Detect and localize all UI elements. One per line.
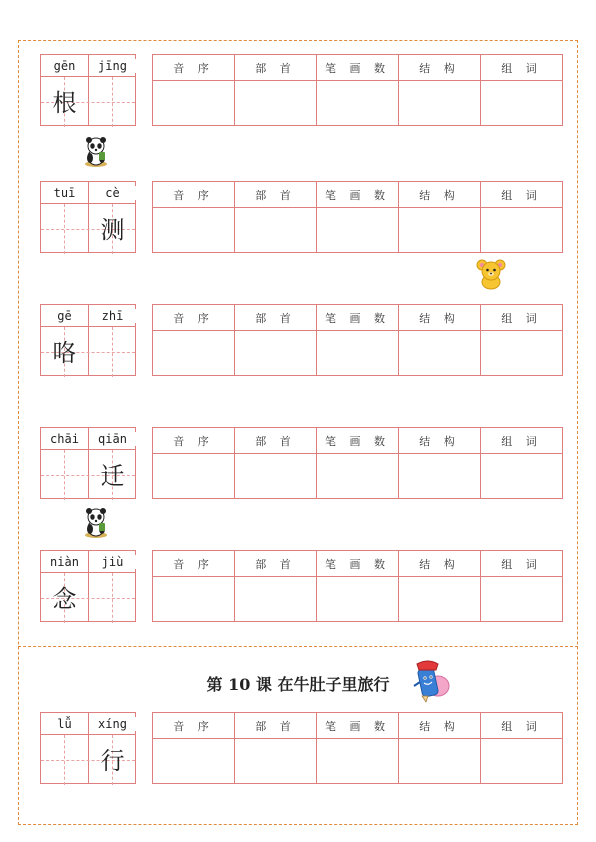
col-yinxu: 音 序 [153, 713, 235, 739]
answer-cell[interactable] [399, 208, 481, 253]
answer-cell[interactable] [153, 454, 235, 499]
panda-icon [82, 507, 110, 539]
answer-cell[interactable] [153, 81, 235, 126]
hanzi-right [89, 332, 136, 374]
col-yinxu: 音 序 [153, 55, 235, 81]
answer-cell[interactable] [317, 454, 399, 499]
answer-cell[interactable] [399, 331, 481, 376]
col-bushou: 部 首 [235, 182, 317, 208]
hanzi-left [41, 455, 88, 497]
col-bihuashu: 笔 画 数 [317, 305, 399, 331]
col-zuci: 组 词 [481, 551, 563, 577]
col-bihuashu: 笔 画 数 [317, 713, 399, 739]
info-table-2 [152, 181, 563, 253]
answer-cell[interactable] [317, 81, 399, 126]
info-table-4 [152, 427, 563, 499]
col-jiegou: 结 构 [399, 551, 481, 577]
col-bihuashu: 笔 画 数 [317, 55, 399, 81]
answer-cell[interactable] [399, 739, 481, 784]
pinyin-right: xíng [89, 717, 136, 731]
col-yinxu: 音 序 [153, 428, 235, 454]
answer-cell[interactable] [235, 454, 317, 499]
pinyin-right: zhī [89, 309, 136, 323]
answer-cell[interactable] [317, 739, 399, 784]
col-jiegou: 结 构 [399, 713, 481, 739]
character-box-2 [40, 181, 136, 253]
panda-icon [82, 136, 110, 168]
pinyin-right: qiān [89, 432, 136, 446]
pinyin-left: gē [41, 309, 88, 323]
info-table-1 [152, 54, 563, 126]
bear-icon [476, 258, 506, 290]
hanzi-left [41, 740, 88, 782]
answer-cell[interactable] [399, 454, 481, 499]
col-zuci: 组 词 [481, 55, 563, 81]
character-box-4 [40, 427, 136, 499]
pinyin-left: niàn [41, 555, 88, 569]
answer-cell[interactable] [235, 577, 317, 622]
col-bushou: 部 首 [235, 428, 317, 454]
answer-cell[interactable] [153, 739, 235, 784]
answer-cell[interactable] [235, 331, 317, 376]
answer-cell[interactable] [481, 331, 563, 376]
col-bihuashu: 笔 画 数 [317, 428, 399, 454]
col-zuci: 组 词 [481, 713, 563, 739]
answer-cell[interactable] [317, 577, 399, 622]
character-box-3 [40, 304, 136, 376]
pinyin-left: lǚ [41, 717, 88, 731]
hanzi-right: 迁 [100, 462, 125, 490]
answer-cell[interactable] [481, 81, 563, 126]
col-bushou: 部 首 [235, 55, 317, 81]
answer-cell[interactable] [235, 208, 317, 253]
col-zuci: 组 词 [481, 182, 563, 208]
answer-cell[interactable] [481, 577, 563, 622]
lesson-title: 第 10 课 在牛肚子里旅行 [206, 675, 390, 694]
pencil-mascot-icon [408, 658, 452, 704]
pinyin-right: cè [89, 186, 136, 200]
hanzi-left: 根 [52, 89, 77, 117]
col-jiegou: 结 构 [399, 428, 481, 454]
answer-cell[interactable] [153, 331, 235, 376]
col-bushou: 部 首 [235, 305, 317, 331]
answer-cell[interactable] [235, 739, 317, 784]
info-table-3 [152, 304, 563, 376]
col-yinxu: 音 序 [153, 182, 235, 208]
hanzi-left: 念 [52, 585, 77, 613]
col-bihuashu: 笔 画 数 [317, 551, 399, 577]
answer-cell[interactable] [481, 208, 563, 253]
pinyin-left: tuī [41, 186, 88, 200]
hanzi-right: 测 [100, 216, 125, 244]
answer-cell[interactable] [235, 81, 317, 126]
col-bushou: 部 首 [235, 551, 317, 577]
info-table-5 [152, 550, 563, 622]
hanzi-right: 行 [100, 747, 125, 775]
col-bihuashu: 笔 画 数 [317, 182, 399, 208]
answer-cell[interactable] [481, 454, 563, 499]
pinyin-right: jiù [89, 555, 136, 569]
answer-cell[interactable] [153, 208, 235, 253]
answer-cell[interactable] [481, 739, 563, 784]
character-box-6 [40, 712, 136, 784]
answer-cell[interactable] [399, 577, 481, 622]
character-box-1 [40, 54, 136, 126]
pinyin-left: gēn [41, 59, 88, 73]
col-jiegou: 结 构 [399, 182, 481, 208]
hanzi-left: 咯 [52, 339, 77, 367]
col-bushou: 部 首 [235, 713, 317, 739]
col-zuci: 组 词 [481, 428, 563, 454]
answer-cell[interactable] [399, 81, 481, 126]
col-jiegou: 结 构 [399, 305, 481, 331]
col-yinxu: 音 序 [153, 551, 235, 577]
hanzi-right [89, 82, 136, 124]
col-zuci: 组 词 [481, 305, 563, 331]
hanzi-left [41, 209, 88, 251]
answer-cell[interactable] [317, 208, 399, 253]
info-table-6 [152, 712, 563, 784]
hanzi-right [89, 578, 136, 620]
pinyin-right: jīng [89, 59, 136, 73]
col-yinxu: 音 序 [153, 305, 235, 331]
col-jiegou: 结 构 [399, 55, 481, 81]
answer-cell[interactable] [317, 331, 399, 376]
pinyin-left: chāi [41, 432, 88, 446]
answer-cell[interactable] [153, 577, 235, 622]
section-divider [18, 646, 578, 647]
character-box-5 [40, 550, 136, 622]
